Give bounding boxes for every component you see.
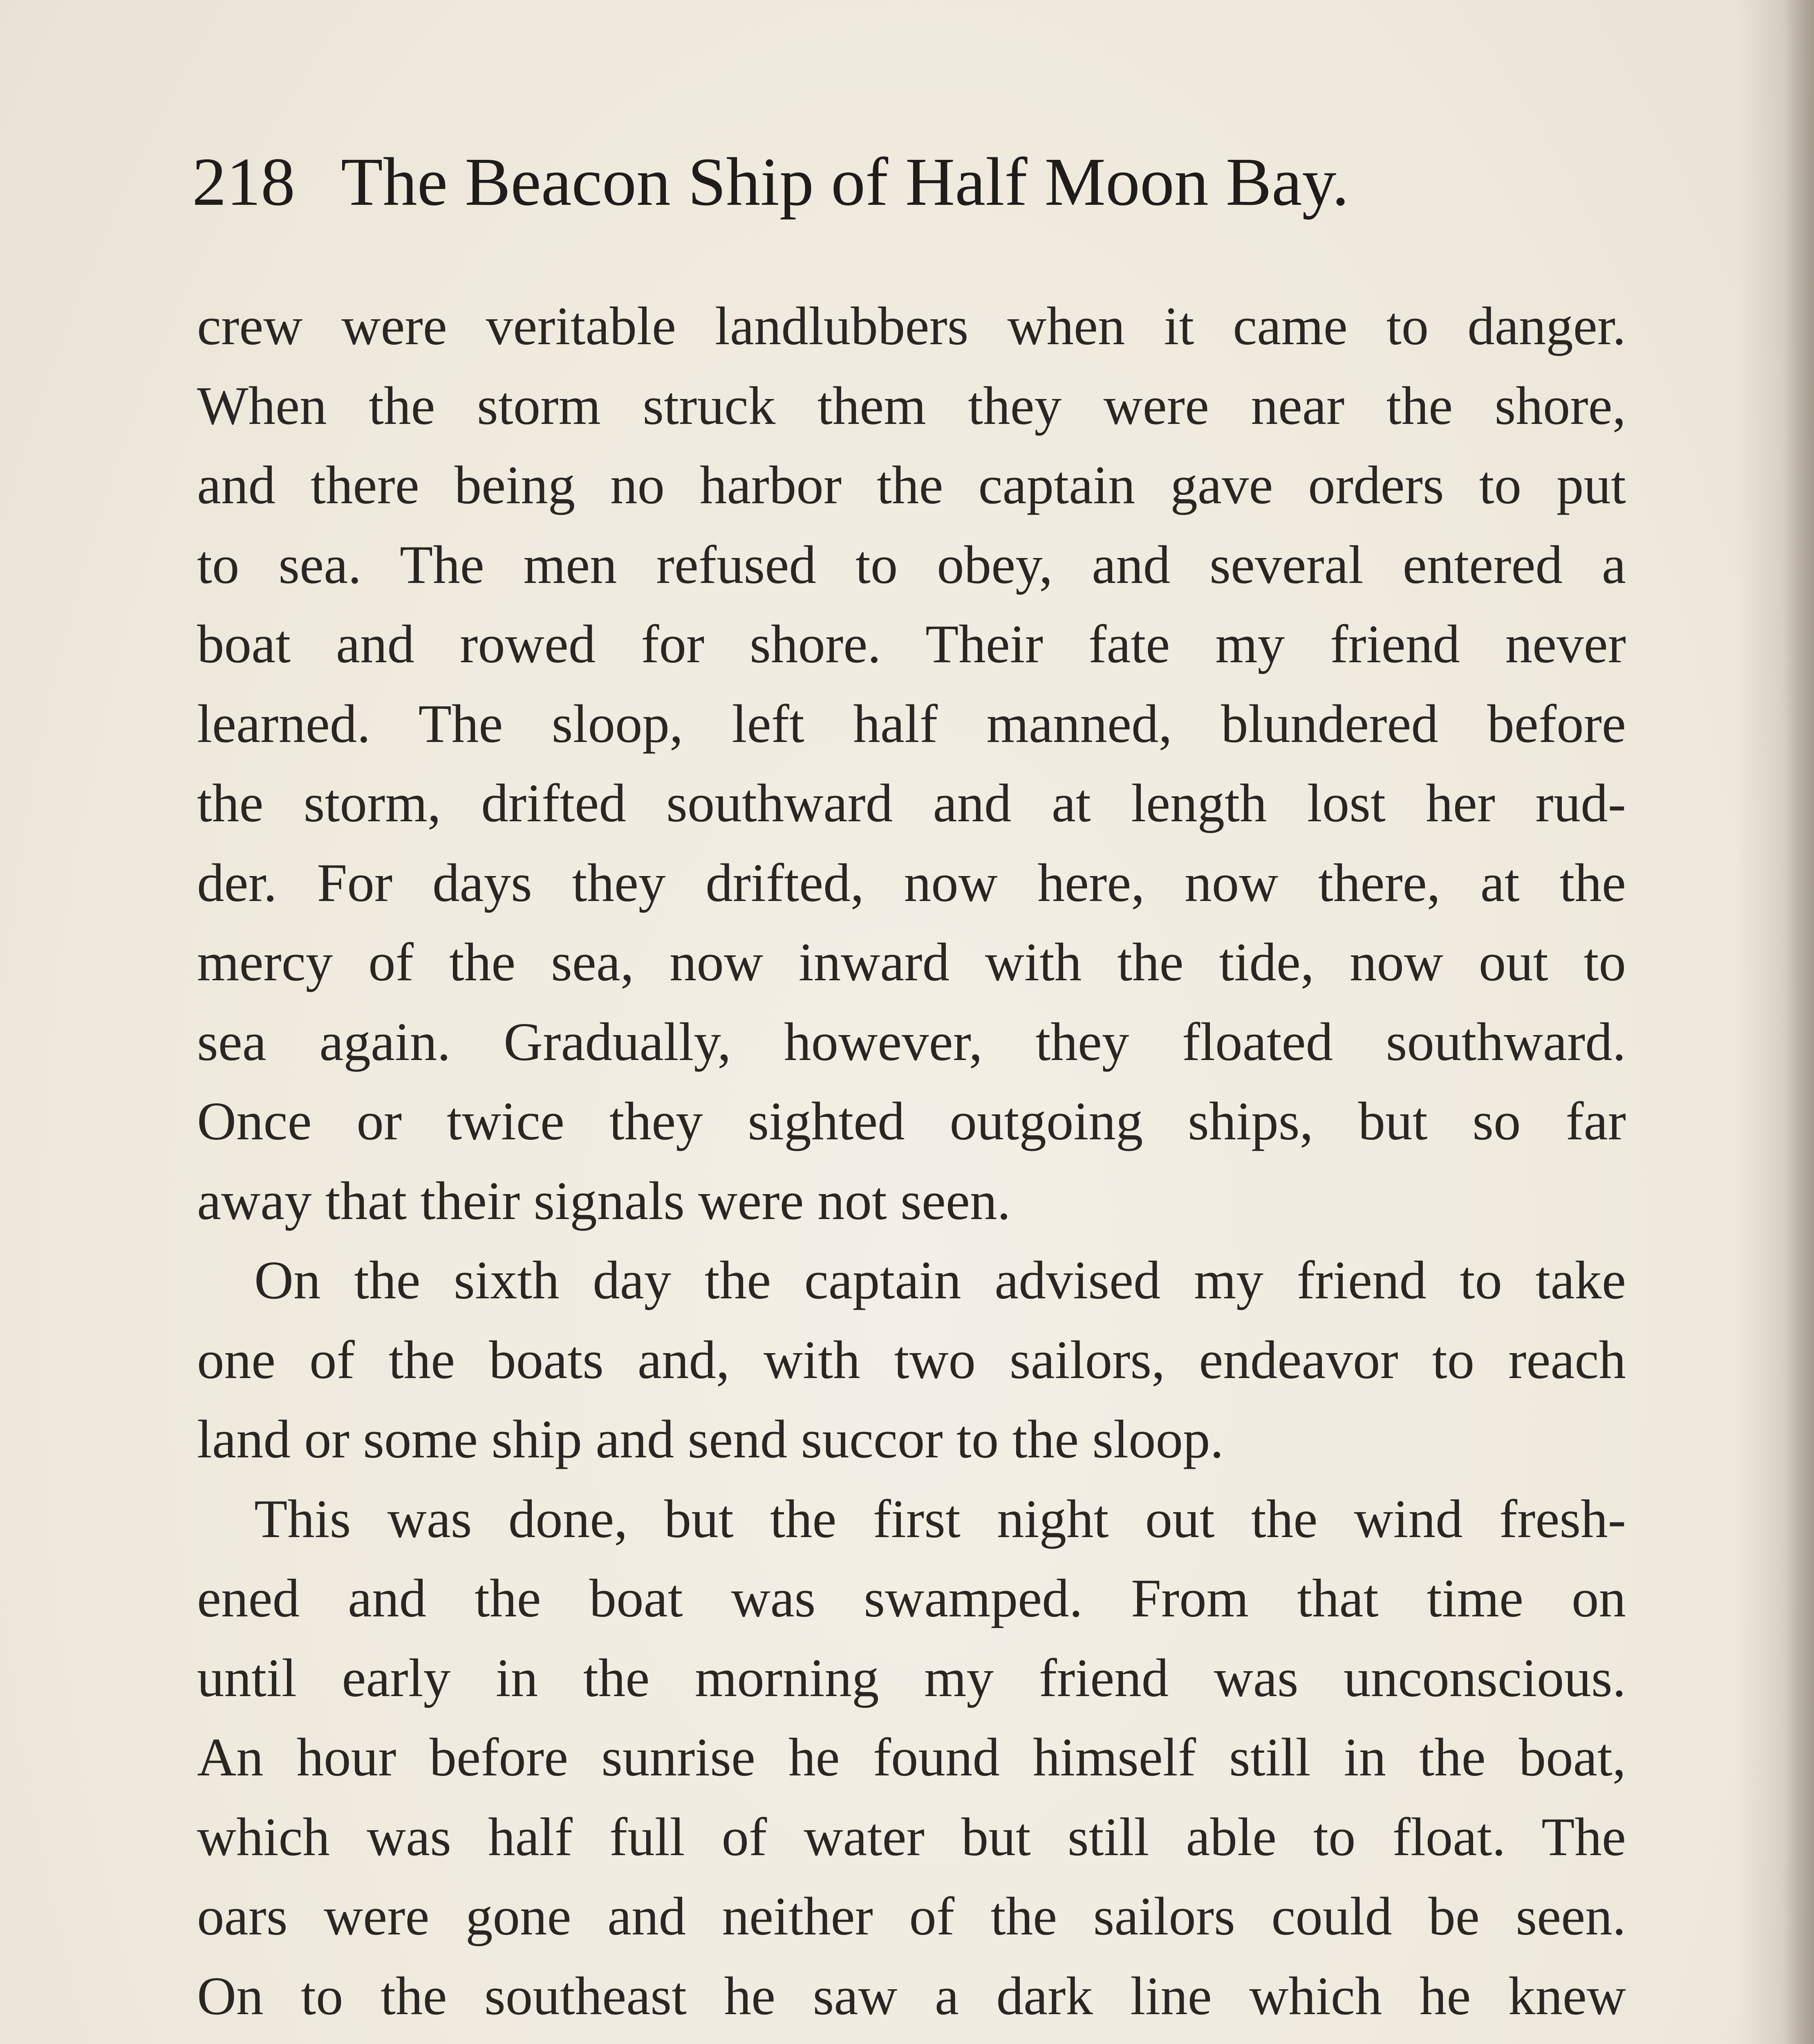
text-line: to sea. The men refused to obey, and several entered a [197, 534, 1626, 595]
text-line: mercy of the sea, now inward with the tide, now out to [197, 932, 1626, 992]
text-line: This was done, but the first night out the wind fresh- [254, 1488, 1626, 1549]
text-line: der. For days they drifted, now here, now there, at the [197, 852, 1626, 913]
text-line: crew were veritable landlubbers when it came to danger. [197, 296, 1626, 356]
text-line: one of the boats and, with two sailors, endeavor to reach [197, 1329, 1626, 1390]
text-line: An hour before sunrise he found himself still in the boat, [197, 1727, 1626, 1787]
page-number: 218 [192, 144, 295, 220]
text-line: Once or twice they sighted outgoing ships, but so far [197, 1091, 1626, 1151]
running-title: The Beacon Ship of Half Moon Bay. [341, 144, 1349, 220]
page-header [192, 141, 1631, 223]
text-line: On the sixth day the captain advised my friend to take [254, 1250, 1626, 1310]
text-line: sea again. Gradually, however, they floated southward. [197, 1011, 1626, 1072]
text-line: On to the southeast he saw a dark line which he knew [197, 1965, 1626, 2026]
text-line: away that their signals were not seen. [197, 1170, 1011, 1231]
text-line: When the storm struck them they were near the shore, [197, 375, 1626, 436]
text-line: until early in the morning my friend was unconscious. [197, 1647, 1626, 1708]
text-line: and there being no harbor the captain gave orders to put [197, 455, 1626, 515]
text-line: learned. The sloop, left half manned, blundered before [197, 693, 1626, 754]
text-line: the storm, drifted southward and at length lost her rud- [197, 773, 1626, 833]
text-line: which was half full of water but still able to float. The [197, 1806, 1626, 1867]
text-line: oars were gone and neither of the sailors could be seen. [197, 1886, 1626, 1946]
text-line: boat and rowed for shore. Their fate my friend never [197, 614, 1626, 674]
text-line: land or some ship and send succor to the sloop. [197, 1409, 1224, 1469]
text-line [197, 2035, 1626, 2044]
text-line: ened and the boat was swamped. From that time on [197, 1568, 1626, 1628]
page-edge-shadow [1785, 0, 1814, 2044]
body-text [197, 286, 1626, 2044]
